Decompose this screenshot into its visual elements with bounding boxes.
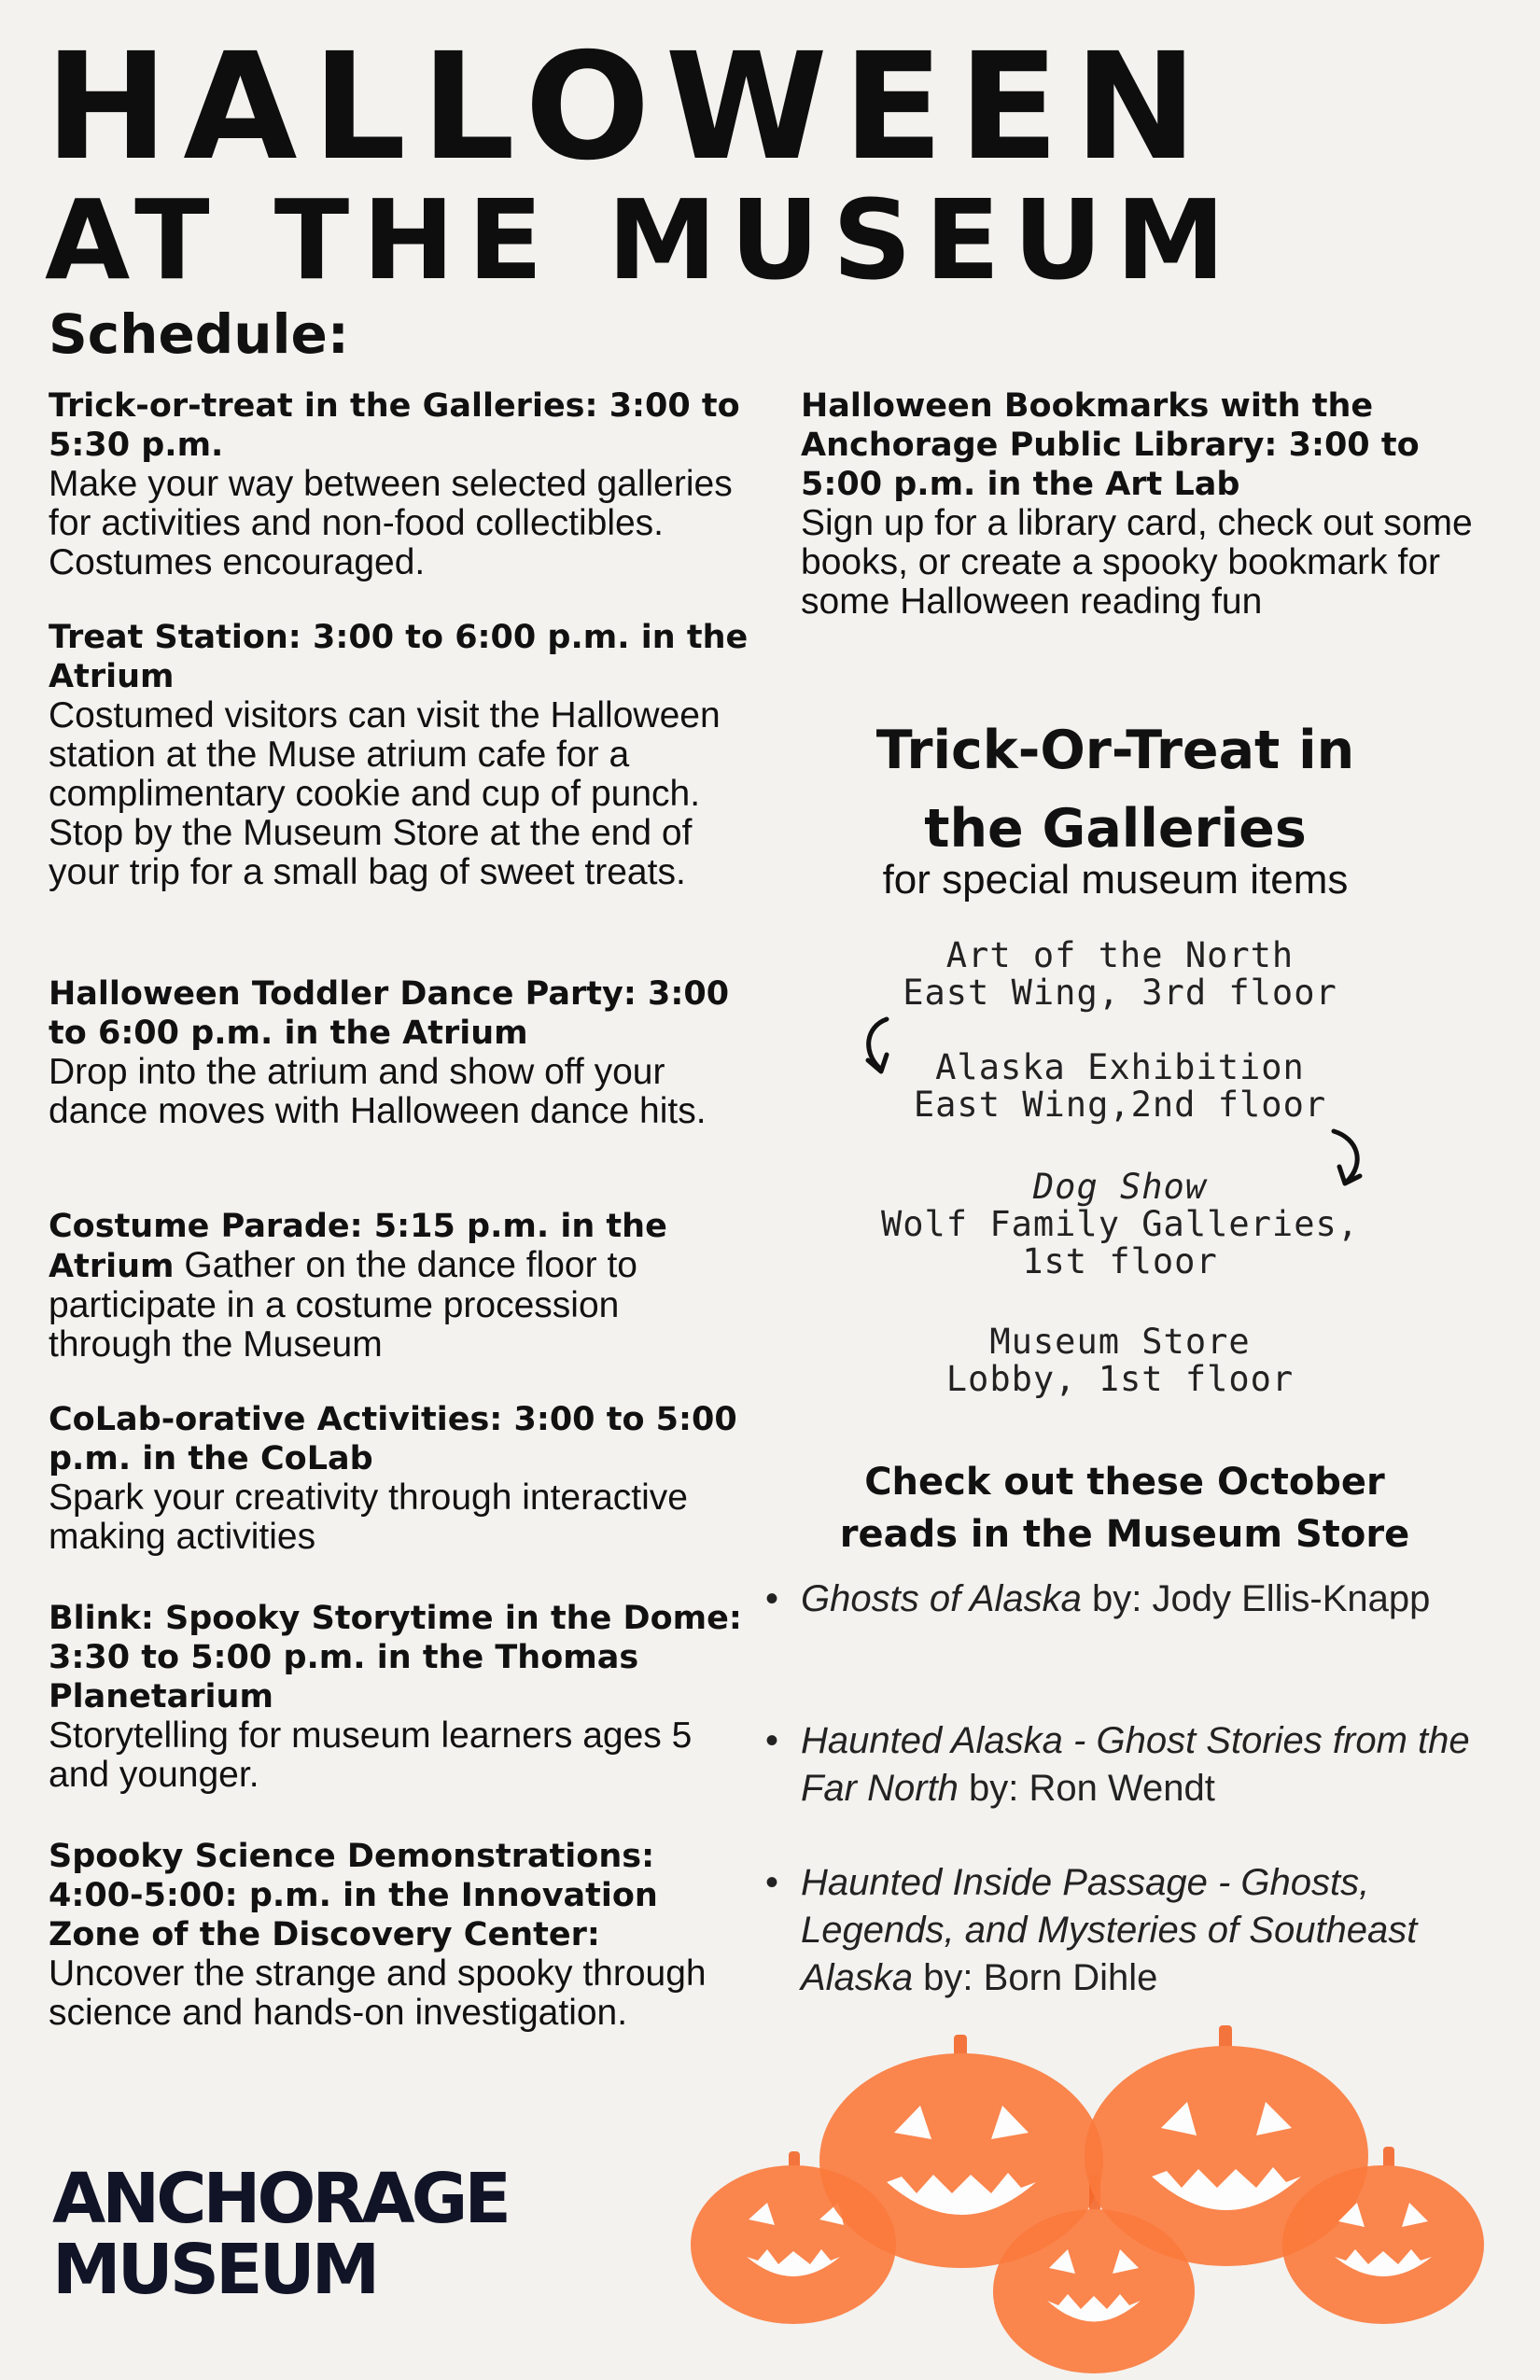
event-desc: Gather on the dance floor to participate in a costume procession through the Museum — [49, 1245, 637, 1365]
location-name: Dog Show — [1032, 1167, 1208, 1207]
event-desc: Sign up for a library card, check out some books, or create a spooky bookmark for some Halloween reading fun — [801, 503, 1473, 622]
location-place: East Wing, 3rd floor — [903, 973, 1337, 1013]
reads-heading-line: reads in the Museum Store — [839, 1513, 1410, 1556]
book-title: Haunted Inside Passage - Ghosts, Legends, and Mysteries of Southeast Alaska — [801, 1862, 1418, 1998]
page-title: HALLOWEEN — [45, 21, 1212, 193]
location-art-of-the-north — [812, 937, 1428, 1012]
event-desc: Drop into the atrium and show off your dance moves with Halloween dance hits. — [49, 1052, 707, 1131]
trick-or-treat-title — [784, 711, 1447, 868]
event-desc: Uncover the strange and spooky through science and hands-on investigation. — [49, 1953, 707, 2033]
location-place: Lobby, 1st floor — [945, 1359, 1295, 1399]
event-treat-station — [49, 618, 749, 892]
book-title: Ghosts of Alaska — [801, 1578, 1082, 1619]
book-title: Haunted Alaska - Ghost Stories from the Far North — [801, 1720, 1470, 1809]
anchorage-museum-logo — [52, 2159, 508, 2310]
logo-line: ANCHORAGE — [52, 2159, 508, 2239]
location-name: Museum Store — [989, 1322, 1251, 1362]
trick-or-treat-subtitle: for special museum items — [882, 857, 1349, 903]
event-toddler-dance — [49, 974, 749, 1131]
event-desc: Spark your creativity through interactive making activities — [49, 1477, 688, 1557]
location-place: East Wing,2nd floor — [913, 1085, 1327, 1125]
curved-arrow-left-icon — [859, 1014, 915, 1088]
location-name: Art of the North — [945, 935, 1295, 975]
trick-title-line: the Galleries — [924, 798, 1307, 860]
schedule-heading: Schedule: — [49, 302, 350, 366]
event-storytime — [49, 1599, 749, 1795]
event-head: Costume Parade: 5:15 p.m. in the Atrium — [49, 1208, 667, 1285]
event-trick-or-treat — [49, 386, 749, 582]
reads-heading-line: Check out these October — [864, 1461, 1385, 1504]
event-desc: Costumed visitors can visit the Halloween station at the Muse atrium cafe for a complimentary cookie and cup of punch. Stop by the Museum Store at the end of your trip for a small bag of sweet treats. — [49, 695, 721, 892]
book-author: by: Born Dihle — [913, 1957, 1158, 1998]
book-author: by: Jody Ellis-Knapp — [1081, 1578, 1431, 1619]
location-place: 1st floor — [1022, 1241, 1218, 1281]
event-head: Halloween Toddler Dance Party: 3:00 to 6:00 p.m. in the Atrium — [49, 975, 730, 1052]
logo-line: MUSEUM — [52, 2230, 377, 2310]
bullet-icon: • — [765, 1862, 779, 1903]
book-list-item — [765, 1575, 1473, 1623]
curved-arrow-right-icon — [1321, 1126, 1377, 1200]
event-head: Treat Station: 3:00 to 6:00 p.m. in the Atrium — [49, 619, 749, 695]
pumpkins-illustration — [691, 2016, 1512, 2380]
bullet-icon: • — [765, 1720, 779, 1761]
event-desc: Make your way between selected galleries for activities and non-food collectibles. Costumes encouraged. — [49, 464, 733, 582]
event-costume-parade — [49, 1206, 749, 1365]
event-head: Spooky Science Demonstrations: 4:00-5:00: p.m. in the Innovation Zone of the Discovery Center: — [49, 1838, 658, 1953]
event-bookmarks — [801, 386, 1491, 622]
event-spooky-science — [49, 1837, 749, 2033]
location-place: Wolf Family Galleries, — [880, 1204, 1360, 1244]
event-head: Blink: Spooky Storytime in the Dome: 3:30 to 5:00 p.m. in the Thomas Planetarium — [49, 1600, 742, 1715]
page-subtitle: AT THE MUSEUM — [45, 175, 1239, 304]
reads-heading — [784, 1456, 1465, 1561]
location-museum-store — [812, 1323, 1428, 1398]
event-head: CoLab-orative Activities: 3:00 to 5:00 p.m. in the CoLab — [49, 1401, 737, 1477]
event-head: Trick-or-treat in the Galleries: 3:00 to 5:30 p.m. — [49, 387, 740, 464]
event-colab — [49, 1400, 749, 1557]
trick-title-line: Trick-Or-Treat in — [875, 720, 1355, 781]
bullet-icon: • — [765, 1578, 779, 1619]
book-list-item — [765, 1717, 1473, 1813]
event-desc: Storytelling for museum learners ages 5 and younger. — [49, 1715, 693, 1795]
book-author: by: Ron Wendt — [958, 1768, 1215, 1809]
book-list-item — [765, 1859, 1473, 2002]
event-head: Halloween Bookmarks with the Anchorage Public Library: 3:00 to 5:00 p.m. in the Art Lab — [801, 387, 1420, 503]
location-name: Alaska Exhibition — [935, 1047, 1305, 1087]
